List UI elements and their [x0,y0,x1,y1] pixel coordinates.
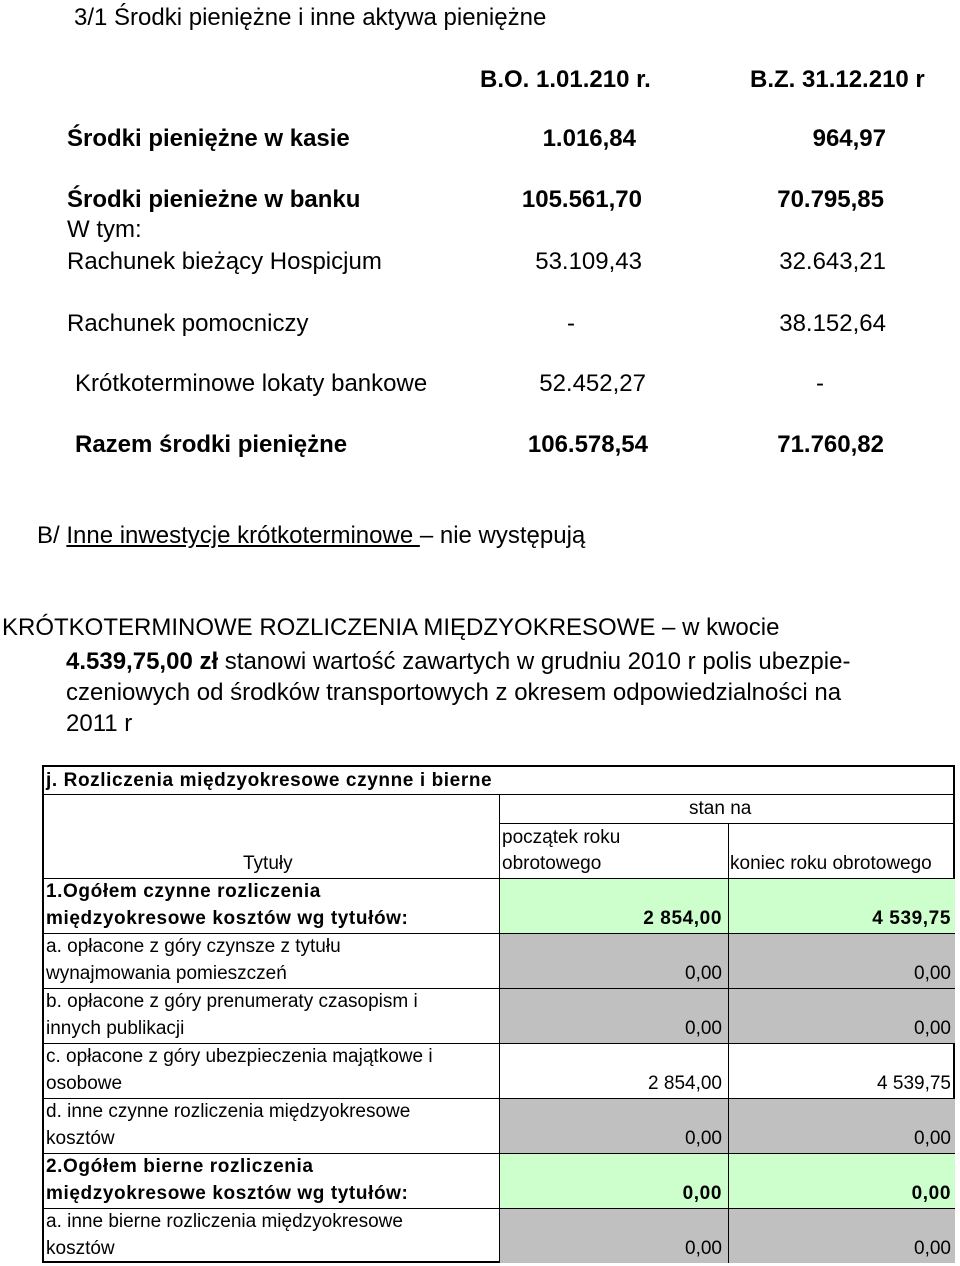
row-label-pomocniczy: Rachunek pomocniczy [67,310,309,337]
row-value-razem-bz: 71.760,82 [777,431,884,458]
krotko-line-2: czeniowych od środków transportowych z okresem odpowiedzialności na [66,679,842,706]
row-label-lokaty: Krótkoterminowe lokaty bankowe [75,370,428,397]
table-row-label: c. opłacone z góry ubezpieczenia majątkowe i [46,1046,433,1067]
table-row-label: 1.Ogółem czynne rozliczenia [46,881,321,902]
table-col-start-1: początek roku [502,827,621,848]
column-header-bo: B.O. 1.01.210 r. [480,66,651,93]
table-row-start: 2 854,00 [643,908,722,929]
row-label-bank: Środki pienieżne w banku [67,186,361,213]
table-row-label: wynajmowania pomieszczeń [46,963,287,984]
row-value-pomocniczy-bz: 38.152,64 [779,310,886,337]
table-row-label: międzyokresowe kosztów wg tytułów: [46,908,409,929]
table-row-start: 0,00 [682,1183,722,1204]
row-value-kasa-bz: 964,97 [812,125,886,152]
table-row-start: 0,00 [685,963,722,984]
krotko-paragraph [66,646,946,739]
table-row-end: 0,00 [914,1128,951,1149]
table-cell-grey-a [499,933,955,988]
krotko-title: KRÓTKOTERMINOWE ROZLICZENIA MIĘDZYOKRESOWE – w kwocie [2,614,780,641]
table-row-end: 4 539,75 [877,1073,951,1094]
table-stan-na: stan na [689,798,752,819]
table-title: j. Rozliczenia międzyokresowe czynne i bierne [46,770,493,791]
table-line [728,823,729,1263]
table-cell-grey-d [499,1098,955,1153]
table-row-end: 0,00 [911,1183,951,1204]
inne-inwestycje-line [37,522,585,550]
table-row-start: 0,00 [685,1128,722,1149]
table-col-start-2: obrotowego [502,853,602,874]
krotko-amount: 4.539,75,00 zł [66,648,219,675]
table-row-end: 0,00 [914,1238,951,1259]
row-label-wtym: W tym: [67,216,142,243]
table-row-label: b. opłacone z góry prenumeraty czasopism i [46,991,418,1012]
row-label-kasa: Środki pieniężne w kasie [67,125,350,152]
row-value-kasa-bo: 1.016,84 [542,125,636,152]
krotko-line1-text: stanowi wartość zawartych w grudniu 2010 r polis ubezpie- [218,648,851,675]
table-row-label: kosztów [46,1128,115,1149]
row-label-razem: Razem środki pieniężne [75,431,348,458]
row-label-biezacy: Rachunek bieżący Hospicjum [67,248,382,275]
row-value-lokaty-bo: 52.452,27 [539,370,646,397]
row-value-bank-bz: 70.795,85 [777,186,884,213]
table-row-label: innych publikacji [46,1018,185,1039]
row-value-bank-bo: 105.561,70 [521,186,642,213]
inne-underlined: Inne inwestycje krótkoterminowe [66,522,420,549]
table-row-label: 2.Ogółem bierne rozliczenia [46,1156,314,1177]
section-heading: 3/1 Środki pieniężne i inne aktywa pieniężne [74,4,547,31]
column-header-bz: B.Z. 31.12.210 r [750,66,925,93]
row-value-lokaty-bz: - [816,370,824,397]
krotko-line-1 [66,646,946,677]
table-cell-grey-2a [499,1208,955,1263]
table-row-end: 0,00 [914,963,951,984]
table-line [499,794,500,1263]
table-cell-grey-b [499,988,955,1043]
table-row-start: 0,00 [685,1018,722,1039]
table-row-start: 2 854,00 [648,1073,722,1094]
table-col-end: koniec roku obrotowego [730,853,932,874]
table-cell-green-2 [499,1153,955,1208]
table-row-label: d. inne czynne rozliczenia międzyokresowe [46,1101,411,1122]
inne-suffix: – nie występują [419,522,586,549]
table-row-start: 0,00 [685,1238,722,1259]
table-row-label: kosztów [46,1238,115,1259]
row-value-pomocniczy-bo: - [567,310,575,337]
table-row-end: 0,00 [914,1018,951,1039]
table-row-end: 4 539,75 [872,908,951,929]
table-col-title: Tytuły [243,853,293,874]
table-row-label: a. opłacone z góry czynsze z tytułu [46,936,341,957]
table-row-label: osobowe [46,1073,123,1094]
table-row-label: międzyokresowe kosztów wg tytułów: [46,1183,409,1204]
row-value-biezacy-bo: 53.109,43 [535,248,642,275]
table-row-label: a. inne bierne rozliczenia międzyokresowe [46,1211,403,1232]
inne-prefix: B/ [37,522,67,549]
krotko-line-3: 2011 r [66,710,133,737]
rozliczenia-table [42,765,955,1263]
row-value-razem-bo: 106.578,54 [527,431,648,458]
row-value-biezacy-bz: 32.643,21 [779,248,886,275]
